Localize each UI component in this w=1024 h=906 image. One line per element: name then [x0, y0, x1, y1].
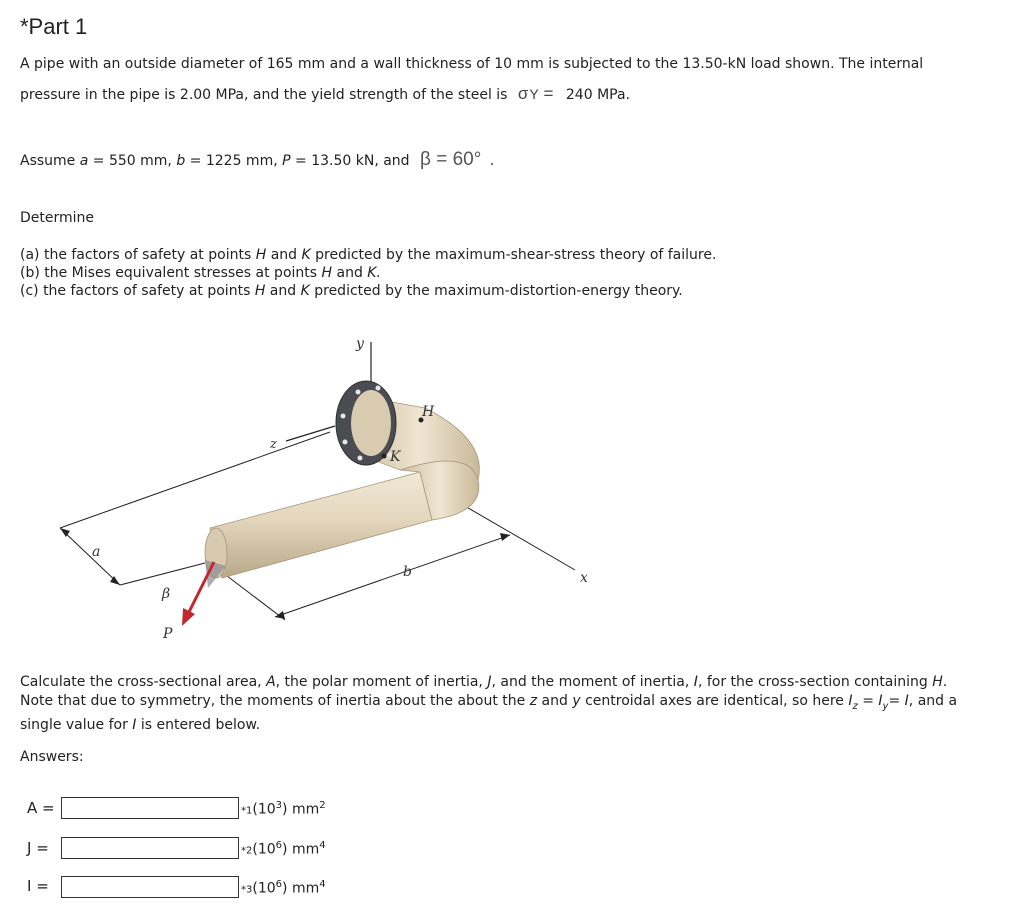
- pipe-figure: [0, 320, 1024, 660]
- load-arrow-shaft: [188, 562, 214, 614]
- determine-list: [20, 246, 716, 300]
- area-unit: $*1(10^3)$ $mm^2$: [241, 800, 326, 818]
- moment-of-inertia-input[interactable]: [61, 876, 239, 898]
- dimension-b-arrow-right: [500, 533, 510, 541]
- determine-item-c: (c) the factors of safety at points H and K predicted by the maximum-distortion-energy theory.: [20, 283, 683, 299]
- sigma-symbol: σY =: [517, 84, 554, 103]
- calc-line-2: Note that due to symmetry, the moments of inertia about the about the z and y centroidal axes are identical, so here $I_z = I_y= I$, and a: [20, 692, 958, 712]
- answer-label-a: A =: [27, 799, 55, 817]
- dim-label-b: b: [403, 564, 412, 580]
- problem-line-2-text: pressure in the pipe is 2.00 MPa, and the yield strength of the steel is: [20, 87, 508, 103]
- point-label-h: H: [422, 404, 435, 420]
- dim-label-a: a: [92, 544, 101, 560]
- point-label-k: K: [390, 449, 401, 465]
- dimension-a-line: [60, 528, 120, 585]
- determine-item-b: (b) the Mises equivalent stresses at points H and K.: [20, 265, 381, 281]
- answer-label-i: I =: [27, 877, 49, 895]
- end-extension: [120, 563, 205, 585]
- determine-heading: Determine: [20, 210, 95, 226]
- moment-of-inertia-unit: $*3(10^6)$ $mm^4$: [241, 879, 326, 897]
- axis-label-x: x: [580, 570, 588, 586]
- answers-heading: Answers:: [20, 749, 84, 765]
- answer-label-j: J =: [27, 839, 49, 857]
- flange-bore: [351, 390, 391, 456]
- beta-value: β = 60°: [420, 149, 482, 170]
- angle-label-beta: β: [162, 586, 171, 602]
- area-input[interactable]: [61, 797, 239, 819]
- problem-line-1: A pipe with an outside diameter of 165 mm and a wall thickness of 10 mm is subjected to the 13.50-kN load shown. The internal: [20, 56, 924, 72]
- axis-label-z: z: [270, 437, 277, 452]
- polar-moment-input[interactable]: [61, 837, 239, 859]
- part-title: *Part 1: [20, 14, 88, 39]
- assume-line: Assume a = 550 mm, b = 1225 mm, P = 13.50 kN, and β = 60° .: [20, 149, 495, 170]
- determine-item-a: (a) the factors of safety at points H and K predicted by the maximum-shear-stress theory of failure.: [20, 247, 717, 263]
- problem-line-2: [20, 80, 630, 109]
- axis-label-y: y: [356, 336, 364, 352]
- point-k-marker: [382, 454, 387, 459]
- pipe-horizontal: [210, 472, 432, 578]
- dimension-b-arrow-left: [275, 611, 285, 619]
- calc-line-1: Calculate the cross-sectional area, A, the polar moment of inertia, J, and the moment of inertia, I, for the cross-section containing H.: [20, 674, 948, 690]
- calc-line-3: single value for I is entered below.: [20, 716, 261, 733]
- load-label-p: P: [163, 626, 173, 642]
- yield-strength-value: 240 MPa.: [565, 87, 630, 103]
- polar-moment-unit: $*2(10^6)$ $mm^4$: [241, 840, 326, 858]
- calc-instructions: [20, 673, 957, 734]
